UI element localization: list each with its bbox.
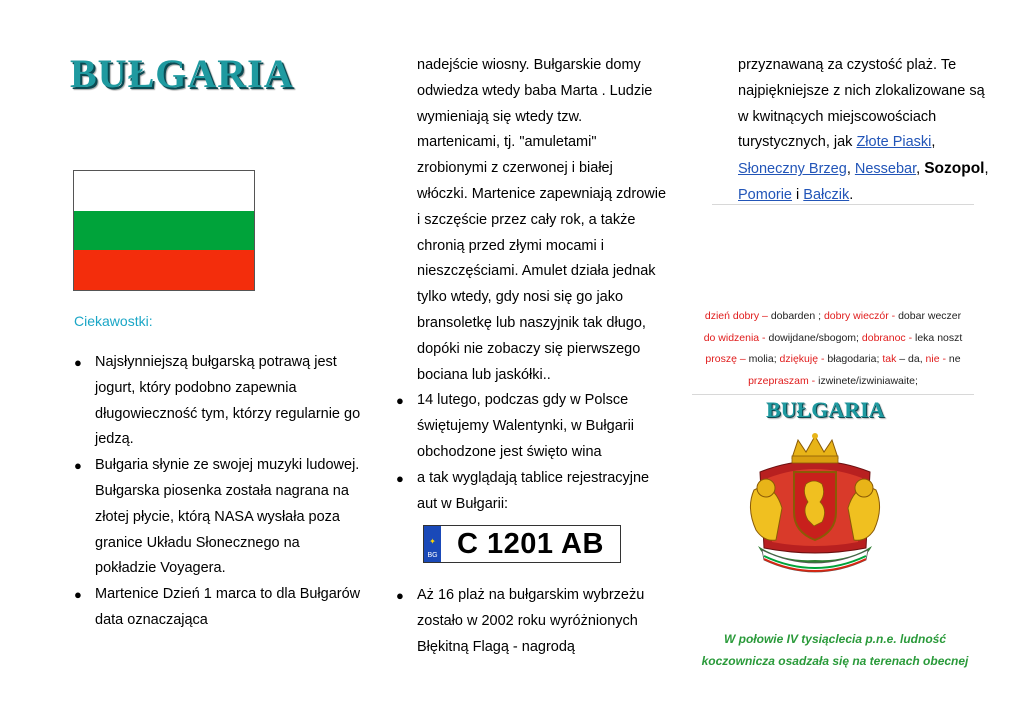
beaches-paragraph: przyznawaną za czystość plaż. Te najpiękniejsze z nich zlokalizowane są w kwitnących miejscowościach turystycznych, jak Złote Piaski, Słoneczny Brzeg, Nessebar, Sozopol, Pomorie i Bałczik. (738, 57, 989, 203)
footer-line-1: W połowie IV tysiąclecia p.n.e. ludność (723, 632, 947, 646)
list-item: ● a tak wyglądają tablice rejestracyjne aut w Bułgarii: (417, 466, 667, 518)
bullet-icon: ● (396, 393, 404, 409)
coat-of-arms-image (742, 430, 888, 580)
bulgarian-flag (73, 170, 255, 291)
bullet-icon: ● (396, 470, 404, 486)
list-item: ● Najsłynniejszą bułgarską potrawą jest jogurt, który podobno zapewnia długowieczność tym, którzy regularnie go jedzą. (95, 350, 365, 453)
phrase-line: dzień dobry – dobarden ; dobry wieczór - dobar weczer (704, 310, 962, 322)
list-item: ● Martenice Dzień 1 marca to dla Bułgarów data oznaczająca (95, 582, 365, 634)
sozopol-text: Sozopol (924, 160, 985, 178)
link-nessebar[interactable]: Nessebar (854, 161, 917, 178)
facts-list-2 (396, 388, 667, 517)
plate-country-code: BG (427, 552, 438, 559)
link-pomorie[interactable]: Pomorie (738, 186, 792, 203)
list-item: ● Aż 16 plaż na bułgarskim wybrzeżu zostało w 2002 roku wyróżnionych Błękitną Flagą - nagrodą (417, 583, 667, 660)
facts-list (74, 350, 365, 634)
phrase-line: do widzenia - dowijdane/sbogom; dobranoc - leka noszt (703, 331, 963, 344)
facts-list-3 (396, 583, 667, 660)
footer-line-2: koczownicza osadzała się na terenach obecnej (701, 654, 969, 668)
column-2 (396, 53, 667, 517)
coat-title: BUŁGARIA (766, 397, 885, 422)
eu-stars-icon: ✦ (429, 537, 436, 546)
bullet-icon: ● (74, 587, 82, 603)
phrases-box (692, 306, 974, 392)
flag-green-stripe (74, 211, 254, 251)
license-plate-image (423, 525, 621, 563)
phrase-line: przepraszam - izwinete/izwiniawaite; (748, 374, 918, 387)
phrase-line: proszę – molia; dziękuję - błagodaria; tak – da, nie - ne (705, 353, 961, 365)
bullet-icon: ● (74, 458, 82, 474)
bullet-icon: ● (74, 355, 82, 370)
history-footer (695, 628, 975, 672)
column-2-bottom (396, 583, 667, 660)
list-item: ● Bułgaria słynie ze swojej muzyki ludowej. Bułgarska piosenka została nagrana na złotej płycie, którą NASA wysłała poza granice Układu Słonecznego na pokładzie Voyagera. (95, 453, 365, 582)
list-item: ● 14 lutego, podczas gdy w Polsce świętujemy Walentynki, w Bułgarii obchodzone jest święto wina (417, 388, 667, 465)
eu-band (424, 526, 441, 562)
link-zlote-piaski[interactable]: Złote Piaski (856, 134, 932, 151)
bullet-icon: ● (396, 588, 404, 603)
link-balczik[interactable]: Bałczik (803, 186, 850, 203)
plate-number: C 1201 AB (457, 527, 604, 560)
section-heading: Ciekawostki: (74, 313, 153, 329)
divider (712, 204, 974, 205)
page-title: BUŁGARIA (70, 51, 294, 96)
martenice-paragraph: nadejście wiosny. Bułgarskie domy odwiedza wtedy baba Marta . Ludzie wymieniają się wtedy tzw. martenicami, tj. "amuletami" zrobionymi z czerwonej i białej włóczki. Martenice zapewniają zdrowie i szczęście przez cały rok, a także chronią przed złymi mocami i nieszczęściami. Amulet działa jednak tylko wtedy, gdy nosi się go jako bransoletkę lub naszyjnik tak długo, dopóki nie zobaczy się pierwszego bociana lub jaskółki.. (417, 57, 667, 383)
column-3 (738, 53, 998, 209)
flag-white-stripe (74, 171, 254, 211)
link-sloneczny-brzeg[interactable]: Słoneczny Brzeg (738, 161, 847, 178)
column-1 (74, 350, 365, 634)
divider (692, 394, 974, 395)
flag-red-stripe (74, 250, 254, 290)
